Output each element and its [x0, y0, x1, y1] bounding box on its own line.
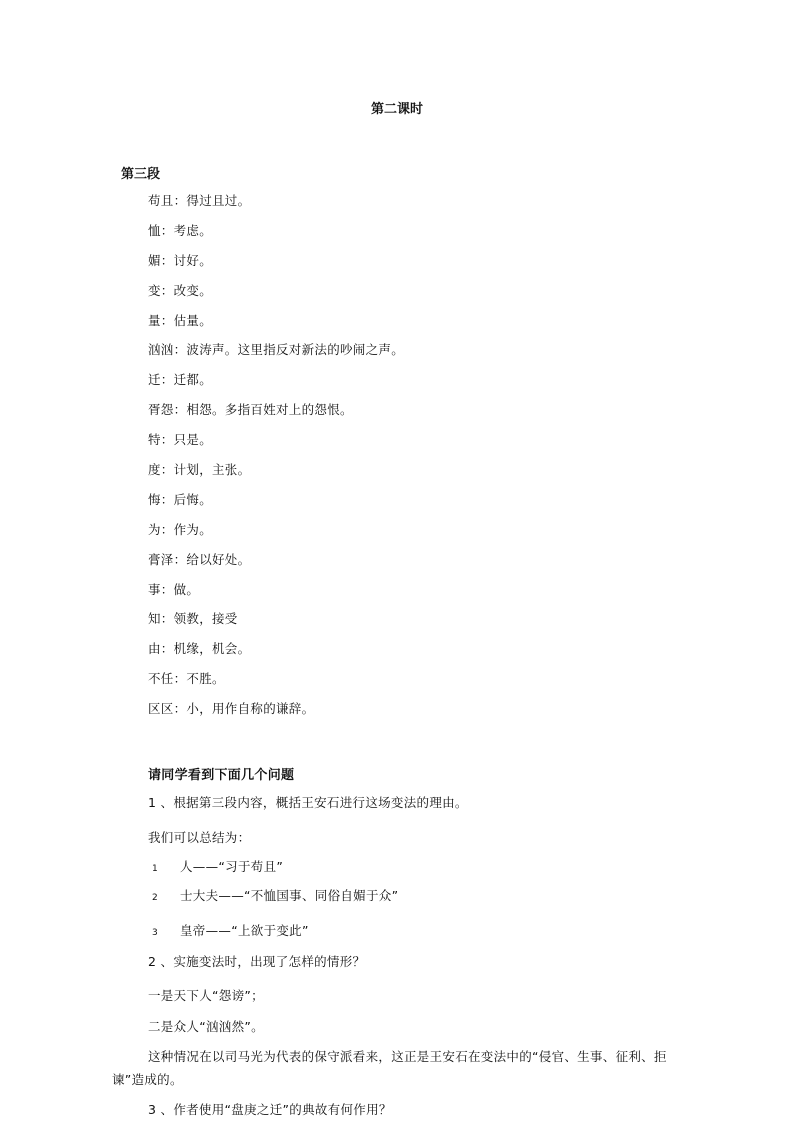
glossary-item: 汹汹：波涛声。这里指反对新法的吵闹之声。 [148, 342, 405, 358]
glossary-item: 迁：迁都。 [148, 372, 213, 388]
glossary-item: 不任：不胜。 [148, 671, 225, 687]
question-3: 3 、作者使用“盘庚之迁”的典故有何作用？ [148, 1102, 392, 1117]
reason-text: 皇帝——“上欲于变此” [180, 923, 309, 938]
reason-item [152, 857, 283, 875]
reason-text: 人——“习于苟且” [180, 859, 284, 874]
glossary-item: 事：做。 [148, 581, 200, 597]
glossary-item: 恤：考虑。 [148, 222, 213, 238]
glossary-item: 胥怨：相怨。多指百姓对上的怨恨。 [148, 402, 353, 418]
glossary-item: 知：领教，接受 [148, 611, 238, 627]
questions-heading: 请同学看到下面几个问题 [148, 768, 295, 783]
glossary-item: 变：改变。 [148, 282, 213, 298]
glossary-item: 特：只是。 [148, 432, 213, 448]
glossary-item: 苟且：得过且过。 [148, 193, 251, 208]
glossary-item: 量：估量。 [148, 312, 213, 328]
reason-item [152, 886, 398, 904]
question-1: 1 、根据第三段内容，概括王安石进行这场变法的理由。 [148, 795, 468, 810]
question-2: 2 、实施变法时，出现了怎样的情形？ [148, 954, 366, 969]
reason-text: 士大夫——“不恤国事、同俗自媚于众” [180, 888, 399, 903]
glossary-item: 媚：讨好。 [148, 252, 213, 268]
reason-item [152, 921, 309, 939]
glossary-list [148, 193, 404, 731]
glossary-item: 度：计划，主张。 [148, 462, 251, 478]
analysis-paragraph: 这种情况在以司马光为代表的保守派看来，这正是王安石在变法中的“侵官、生事、征利、拒谏”造成的。 [112, 1049, 667, 1087]
situation-2: 二是众人“汹汹然”。 [148, 1019, 264, 1034]
glossary-item: 膏泽：给以好处。 [148, 551, 251, 567]
summary-intro: 我们可以总结为： [148, 830, 251, 845]
reason-number: 2 [152, 893, 159, 903]
page-title: 第二课时 [370, 102, 423, 117]
glossary-item: 为：作为。 [148, 521, 213, 537]
reason-number: 1 [152, 864, 159, 874]
glossary-item: 悔：后悔。 [148, 491, 213, 507]
glossary-item: 由：机缘，机会。 [148, 641, 251, 657]
situation-1: 一是天下人“怨谤”； [148, 988, 264, 1003]
glossary-item: 区区：小，用作自称的谦辞。 [148, 701, 315, 717]
section-heading: 第三段 [121, 167, 161, 182]
reason-number: 3 [152, 928, 159, 938]
